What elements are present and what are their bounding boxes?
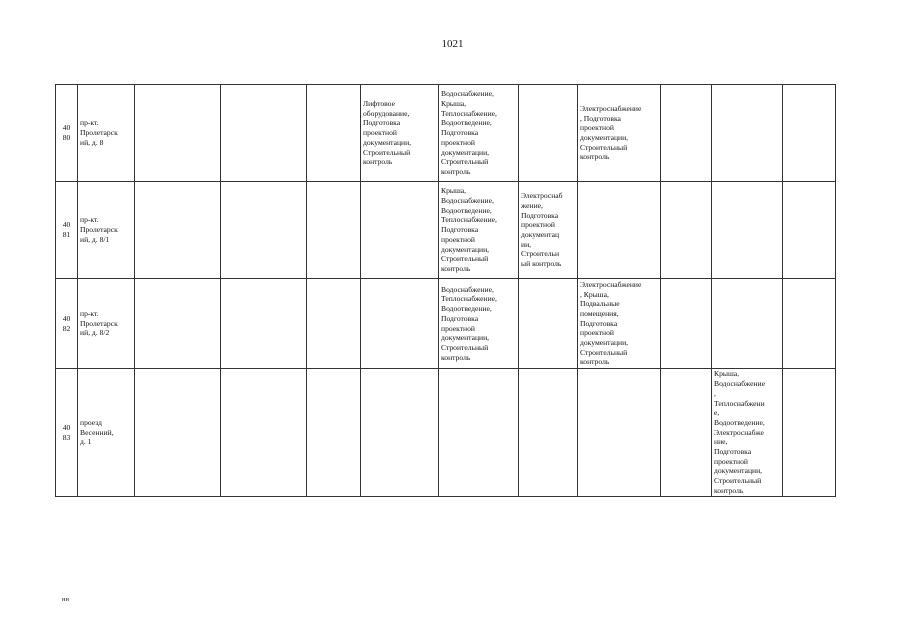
empty-cell xyxy=(307,369,361,497)
works-cell xyxy=(519,85,578,182)
empty-cell xyxy=(221,279,307,369)
works-cell xyxy=(439,369,519,497)
empty-cell xyxy=(661,279,712,369)
empty-cell xyxy=(661,369,712,497)
row-number: 40 83 xyxy=(56,369,78,497)
empty-cell xyxy=(307,182,361,279)
works-cell xyxy=(578,182,661,279)
empty-cell xyxy=(783,85,836,182)
works-cell xyxy=(519,279,578,369)
address-cell: пр-кт. Пролетарск ий, д. 8/2 xyxy=(78,279,135,369)
works-cell xyxy=(712,182,783,279)
empty-cell xyxy=(307,85,361,182)
works-cell: Водоснабжение, Крыша, Теплоснабжение, Водоотведение, Подготовка проектной документации, Строительный контроль xyxy=(439,85,519,182)
empty-cell xyxy=(135,369,221,497)
works-cell xyxy=(712,85,783,182)
empty-cell xyxy=(135,182,221,279)
table-row xyxy=(56,279,836,369)
empty-cell xyxy=(783,369,836,497)
works-cell xyxy=(361,182,439,279)
works-cell: Электроснабжение , Подготовка проектной документации, Строительный контроль xyxy=(578,85,661,182)
empty-cell xyxy=(661,182,712,279)
row-number: 40 80 xyxy=(56,85,78,182)
empty-cell xyxy=(221,182,307,279)
table-row xyxy=(56,182,836,279)
works-cell: Электроснабжение , Крыша, Подвальные помещения, Подготовка проектной документации, Строительный контроль xyxy=(578,279,661,369)
works-cell xyxy=(519,369,578,497)
works-cell: Электроснаб жение, Подготовка проектной документац ии, Строительн ый контроль xyxy=(519,182,578,279)
empty-cell xyxy=(783,279,836,369)
works-cell: Водоснабжение, Теплоснабжение, Водоотведение, Подготовка проектной документации, Строительный контроль xyxy=(439,279,519,369)
works-cell: Крыша, Водоснабжение , Теплоснабжени е, Водоотведение, Электроснабже ние, Подготовка проектной документации, Строительный контроль xyxy=(712,369,783,497)
row-number: 40 82 xyxy=(56,279,78,369)
works-cell: Лифтовое оборудование, Подготовка проектной документации, Строительный контроль xyxy=(361,85,439,182)
empty-cell xyxy=(661,85,712,182)
footer-mark: нн xyxy=(62,596,69,603)
table-row xyxy=(56,85,836,182)
works-cell xyxy=(361,279,439,369)
works-cell xyxy=(712,279,783,369)
address-cell: пр-кт. Пролетарск ий, д. 8/1 xyxy=(78,182,135,279)
works-cell xyxy=(578,369,661,497)
empty-cell xyxy=(135,85,221,182)
works-cell xyxy=(361,369,439,497)
works-cell: Крыша, Водоснабжение, Водоотведение, Теплоснабжение, Подготовка проектной документации, Строительный контроль xyxy=(439,182,519,279)
empty-cell xyxy=(135,279,221,369)
empty-cell xyxy=(783,182,836,279)
row-number: 40 81 xyxy=(56,182,78,279)
address-cell: проезд Весенний, д. 1 xyxy=(78,369,135,497)
page-number: 1021 xyxy=(441,38,464,50)
empty-cell xyxy=(221,85,307,182)
capital-repair-table xyxy=(55,84,836,497)
empty-cell xyxy=(221,369,307,497)
table-row xyxy=(56,369,836,497)
address-cell: пр-кт. Пролетарск ий, д. 8 xyxy=(78,85,135,182)
empty-cell xyxy=(307,279,361,369)
